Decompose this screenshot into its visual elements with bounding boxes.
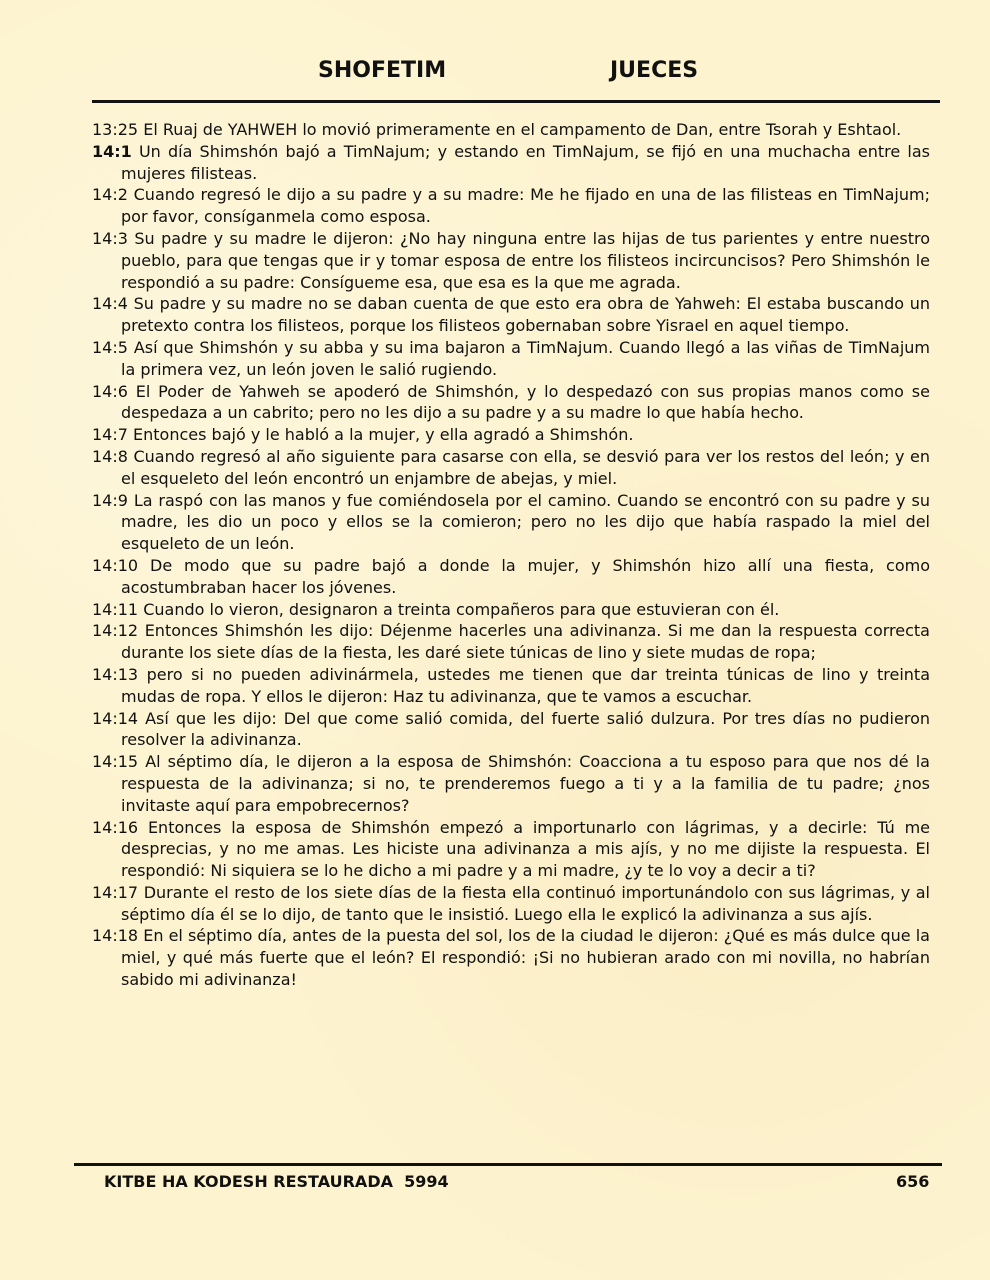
verse-ref: 14:11 [92, 599, 139, 619]
verse-text: Así que Shimshón y su abba y su ima bajaron a TimNajum. Cuando llegó a las viñas de TimNajum la primera vez, un león joven le salió rugiendo. [121, 337, 930, 379]
verse-ref: 14:17 [92, 882, 139, 902]
verse-ref: 14:7 [92, 425, 128, 445]
verse [92, 381, 930, 425]
verse-ref: 14:3 [92, 228, 128, 248]
verse [92, 228, 930, 293]
verse-ref: 14:14 [92, 708, 139, 728]
verse [92, 119, 930, 141]
verse-ref: 13:25 [92, 120, 139, 139]
header-divider [92, 100, 940, 103]
verse-text: Así que les dijo: Del que come salió comida, del fuerte salió dulzura. Por tres días no pudieron resolver la adivinanza. [121, 708, 930, 750]
verse [92, 708, 930, 752]
verse-ref: 14:1 [92, 141, 132, 161]
verse [92, 620, 930, 664]
verse-ref: 14:13 [92, 664, 139, 684]
verse-text: Al séptimo día, le dijeron a la esposa de Shimshón: Coacciona a tu esposo para que nos dé la respuesta de la adivinanza; si no, te prenderemos fuego a ti y a la familia de tu padre; ¿nos invitaste aquí para empobrecernos? [121, 752, 930, 815]
footer-book-title: KITBE HA KODESH RESTAURADA 5994 [104, 1172, 449, 1191]
verse-list [92, 119, 930, 991]
verse-ref: 14:15 [92, 752, 139, 772]
verse-text: Cuando regresó le dijo a su padre y a su madre: Me he fijado en una de las filisteas en TimNajum; por favor, consíganmela como esposa. [121, 185, 930, 227]
verse-ref: 14:9 [92, 490, 128, 510]
verse-ref: 14:6 [92, 381, 128, 401]
verse [92, 882, 930, 926]
verse-text: Cuando regresó al año siguiente para casarse con ella, se desvió para ver los restos del león; y en el esqueleto del león encontró un enjambre de abejas, y miel. [121, 446, 930, 488]
verse [92, 141, 930, 185]
verse-text: Entonces Shimshón les dijo: Déjenme hacerles una adivinanza. Si me dan la respuesta correcta durante los siete días de la fiesta, les daré siete túnicas de lino y siete mudas de ropa; [121, 621, 930, 663]
verse-text: Cuando lo vieron, designaron a treinta compañeros para que estuvieran con él. [143, 599, 780, 619]
verse-ref: 14:18 [92, 926, 139, 946]
verse-ref: 14:8 [92, 446, 128, 466]
verse-text: La raspó con las manos y fue comiéndosela por el camino. Cuando se encontró con su padre y su madre, les dio un poco y ellos se la comieron; pero no les dijo que había raspado la miel del esqueleto de un león. [121, 490, 931, 554]
verse-ref: 14:12 [92, 621, 139, 641]
verse [92, 555, 930, 599]
verse-text: pero si no pueden adivinármela, ustedes me tienen que dar treinta túnicas de lino y treinta mudas de ropa. Y ellos le dijeron: Haz tu adivinanza, que te vamos a escuchar. [121, 664, 931, 706]
verse-text: Durante el resto de los siete días de la fiesta ella continuó importunándolo con sus lágrimas, y al séptimo día él se lo dijo, de tanto que le insistió. Luego ella le explicó la adivinanza a sus ajís. [121, 882, 930, 924]
page-header [0, 58, 990, 90]
verse-text: Entonces la esposa de Shimshón empezó a importunarlo con lágrimas, y a decirle: Tú me desprecias, y no me amas. Les hiciste una adivinanza a mis ajís, y no me dijiste la respuesta. El respondió: Ni siquiera se lo he dicho a mi padre y a mi madre, ¿y te lo voy a decir a ti? [121, 817, 930, 881]
footer-divider [74, 1163, 942, 1166]
verse-text: El Poder de Yahweh se apoderó de Shimshón, y lo despedazó con sus propias manos como se despedaza a un cabrito; pero no les dijo a su padre y a su madre lo que había hecho. [121, 381, 930, 423]
verse [92, 424, 930, 446]
verse [92, 293, 930, 337]
verse [92, 751, 930, 816]
verse [92, 817, 930, 882]
verse-text: De modo que su padre bajó a donde la mujer, y Shimshón hizo allí una fiesta, como acostumbraban hacer los jóvenes. [121, 555, 931, 597]
verse [92, 184, 930, 228]
verse-ref: 14:2 [92, 185, 128, 205]
verse [92, 599, 930, 621]
verse [92, 925, 930, 990]
verse-ref: 14:4 [92, 294, 128, 314]
verse-text: El Ruaj de YAHWEH lo movió primeramente en el campamento de Dan, entre Tsorah y Eshtaol. [143, 120, 902, 139]
verse-ref: 14:16 [92, 817, 139, 837]
verse [92, 446, 930, 490]
page-number: 656 [896, 1172, 930, 1191]
verse-text: Un día Shimshón bajó a TimNajum; y estando en TimNajum, se fijó en una muchacha entre las mujeres filisteas. [121, 141, 931, 183]
header-title-hebrew: SHOFETIM [318, 58, 447, 83]
verse [92, 337, 930, 381]
verse-ref: 14:5 [92, 337, 128, 357]
verse-text: Su padre y su madre no se daban cuenta de que esto era obra de Yahweh: El estaba buscando un pretexto contra los filisteos, porque los filisteos gobernaban sobre Yisrael en aquel tiempo. [121, 294, 931, 336]
verse-text: Entonces bajó y le habló a la mujer, y ella agradó a Shimshón. [133, 425, 634, 445]
verse [92, 490, 930, 555]
verse-ref: 14:10 [92, 555, 139, 575]
header-title-spanish: JUECES [610, 58, 699, 83]
verse-text: En el séptimo día, antes de la puesta del sol, los de la ciudad le dijeron: ¿Qué es más dulce que la miel, y qué más fuerte que el león? El respondió: ¡Si no hubieran arado con mi novilla, no habrían sabido mi adivinanza! [121, 926, 930, 990]
verse-text: Su padre y su madre le dijeron: ¿No hay ninguna entre las hijas de tus parientes y entre nuestro pueblo, para que tengas que ir y tomar esposa de entre los filisteos incircuncisos? Pero Shimshón le respondió a su padre: Consígueme esa, que esa es la que me agrada. [121, 228, 930, 292]
verse [92, 664, 930, 708]
